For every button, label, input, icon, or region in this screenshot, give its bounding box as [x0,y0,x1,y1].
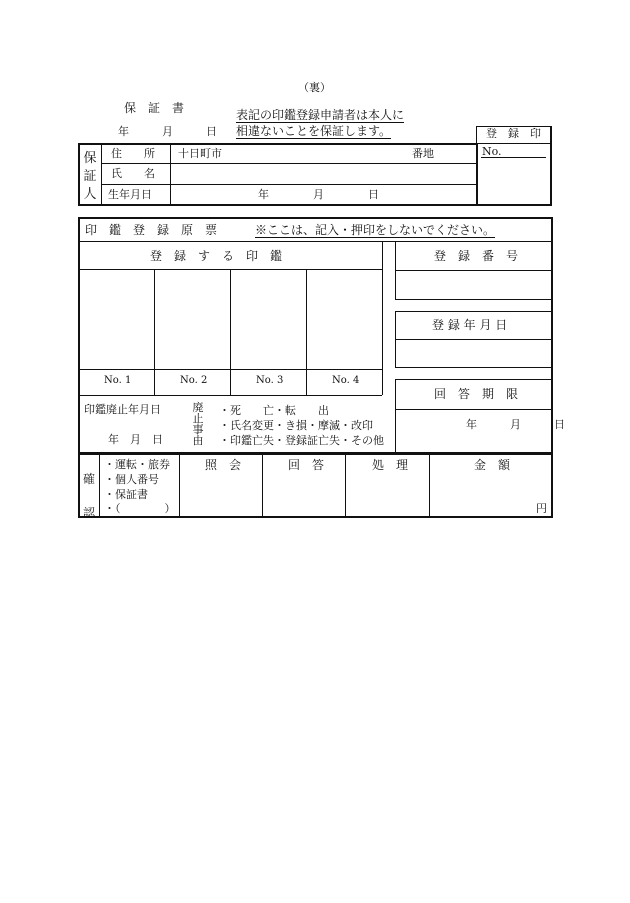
address-value: 十日町市 [178,147,222,160]
seal-number-underline [481,157,546,158]
abolish-date-value: 年 月 日 [108,433,163,446]
reg-number-line [395,270,552,271]
seal-header-line [476,143,552,144]
confirm-doc-divider [179,454,180,517]
birth-label: 生年月日 [108,188,152,201]
seals-header: 登 録 す る 印 鑑 [150,249,283,263]
confirm-label-divider [99,454,100,517]
abolish-date-label: 印鑑廃止年月日 [84,403,161,416]
reg-date-label: 登 録 年 月 日 [432,318,508,332]
guarantor-label-divider [170,143,171,206]
seal-cell-4-number: No. 4 [332,375,360,386]
confirm-label: 確認 [82,472,95,520]
side-label: （裏） [298,81,331,94]
confirm-doc-1: ・運転・旅券 [104,458,170,471]
guarantor-side-label: 保証人 [83,151,97,202]
guarantee-statement-line2: 相違ないことを保証します。 [236,124,392,138]
seal-number: No. [482,145,502,158]
confirm-col-answer: 回 答 [288,458,325,472]
seal-col-divider-3 [306,269,307,395]
confirm-col-amount: 金 額 [474,458,511,472]
guarantor-side-divider [101,143,102,206]
seal-col-divider-2 [230,269,231,395]
confirm-col-divider-3 [429,454,430,517]
abolish-reason-3: ・印鑑亡失・登録証亡失・その他 [219,434,384,447]
guarantee-date: 年 月 日 [118,125,217,138]
ledger-note: ※ここは、記入・押印をしないでください。 [255,223,496,237]
confirm-doc-2: ・個人番号 [104,473,159,486]
guarantee-statement-line1: 表記の印鑑登録申請者は本人に [236,108,405,122]
confirm-currency: 円 [536,502,547,515]
ledger-title: 印 鑑 登 録 原 票 [85,223,218,237]
confirm-col-inquiry: 照 会 [205,458,242,472]
guarantor-row1-line [101,163,477,164]
seal-cell-1-number: No. 1 [104,375,132,386]
seal-cell-3-number: No. 3 [256,375,284,386]
answer-deadline-line [395,409,552,410]
guarantor-row2-line [101,184,477,185]
guarantee-title: 保 証 書 [124,101,185,115]
abolish-reason-label: 廃止事由 [192,401,204,447]
abolish-reason-2: ・氏名変更・き損・摩滅・改印 [219,419,373,432]
address-suffix: 番地 [412,147,434,160]
seals-bottom-line [79,395,382,396]
confirm-doc-3: ・保証書 [104,488,148,501]
seals-right-border [382,241,383,395]
seal-header: 登 録 印 [486,127,541,140]
seal-col-divider-1 [154,269,155,395]
name-label: 氏 名 [111,167,155,180]
reg-number-label: 登 録 番 号 [434,249,519,263]
address-label: 住 所 [111,147,155,160]
birth-value: 年 月 日 [258,188,379,201]
seal-cell-2-number: No. 2 [180,375,208,386]
reg-date-line [395,339,552,340]
confirm-col-process: 処 理 [372,458,409,472]
confirm-col-divider-2 [345,454,346,517]
confirm-col-divider-1 [262,454,263,517]
answer-deadline-value: 年 月 日 [466,418,565,431]
confirm-doc-4: ・（ ） [104,502,176,515]
answer-deadline-label: 回 答 期 限 [434,387,519,401]
abolish-reason-1: ・死 亡・転 出 [219,404,329,417]
